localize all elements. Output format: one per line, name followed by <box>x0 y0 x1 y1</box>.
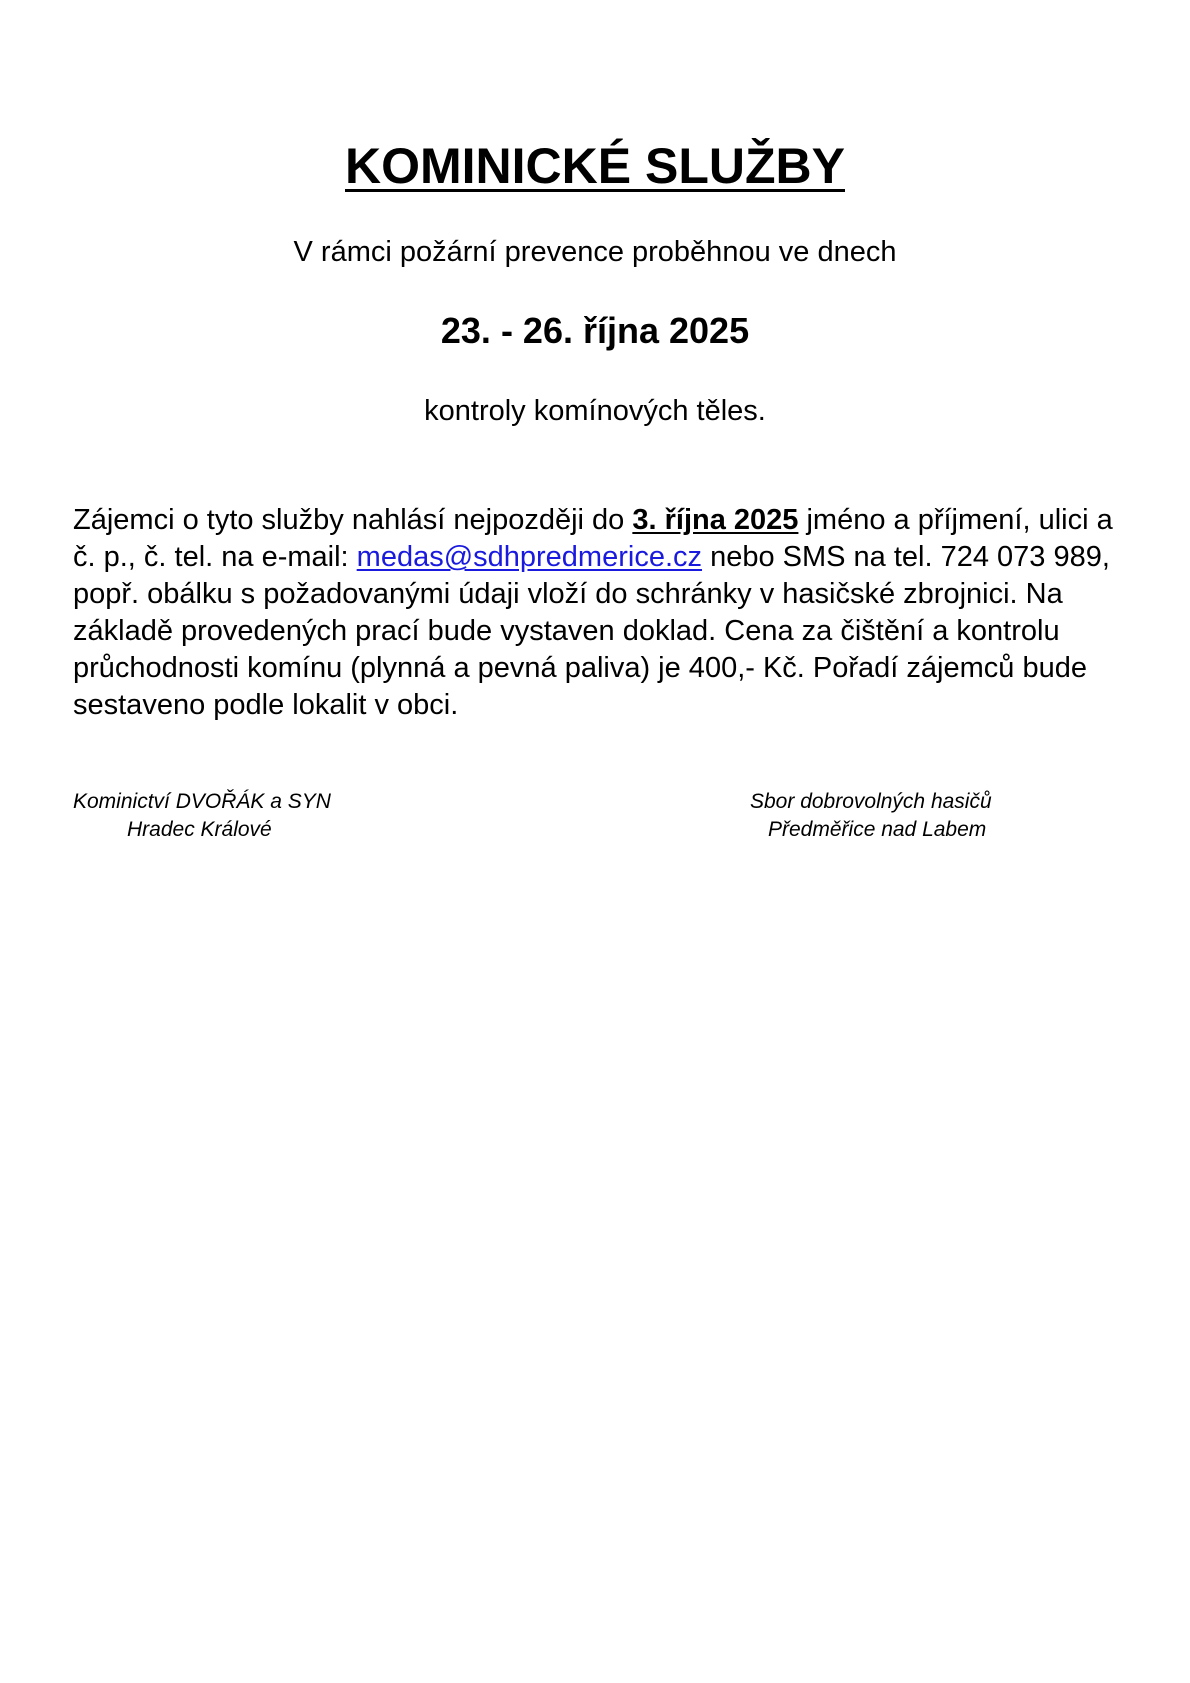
signature-left-line1: Kominictví DVOŘÁK a SYN <box>73 790 331 813</box>
signature-chimney-sweep <box>73 788 413 844</box>
page-title <box>0 136 1190 196</box>
body-text-part2: jméno a příjmení, ulici a č. p., č. tel. na e-mail: <box>73 504 1113 573</box>
signature-right-line2: Předměřice nad Labem <box>768 818 987 841</box>
signature-right-line1: Sbor dobrovolných hasičů <box>750 790 992 813</box>
email-link[interactable]: medas@sdhpredmerice.cz <box>356 541 703 573</box>
deadline-date: 3. října 2025 <box>632 504 799 536</box>
body-text-part1: Zájemci o tyto služby nahlásí nejpozději do <box>73 504 633 536</box>
body-text-part3: nebo SMS na tel. 724 073 989, popř. obálku s požadovanými údaji vloží do schránky v hasičské zbrojnici. Na základě provedených prací bude vystaven doklad. Cena za čištění a kontrolu průchodnosti komínu (plynná a pevná paliva) je 400,- Kč. Pořadí zájemců bude sestaveno podle lokalit v obci. <box>73 541 1110 721</box>
body-paragraph <box>73 502 1133 724</box>
event-dates: 23. - 26. října 2025 <box>440 310 750 351</box>
page-title-text: KOMINICKÉ SLUŽBY <box>345 138 845 194</box>
intro-text: V rámci požární prevence proběhnou ve dnech <box>293 236 897 268</box>
event-subject: kontroly komínových těles. <box>424 395 766 427</box>
signature-left-line2: Hradec Králové <box>127 818 272 841</box>
signature-fire-brigade <box>750 788 1090 844</box>
